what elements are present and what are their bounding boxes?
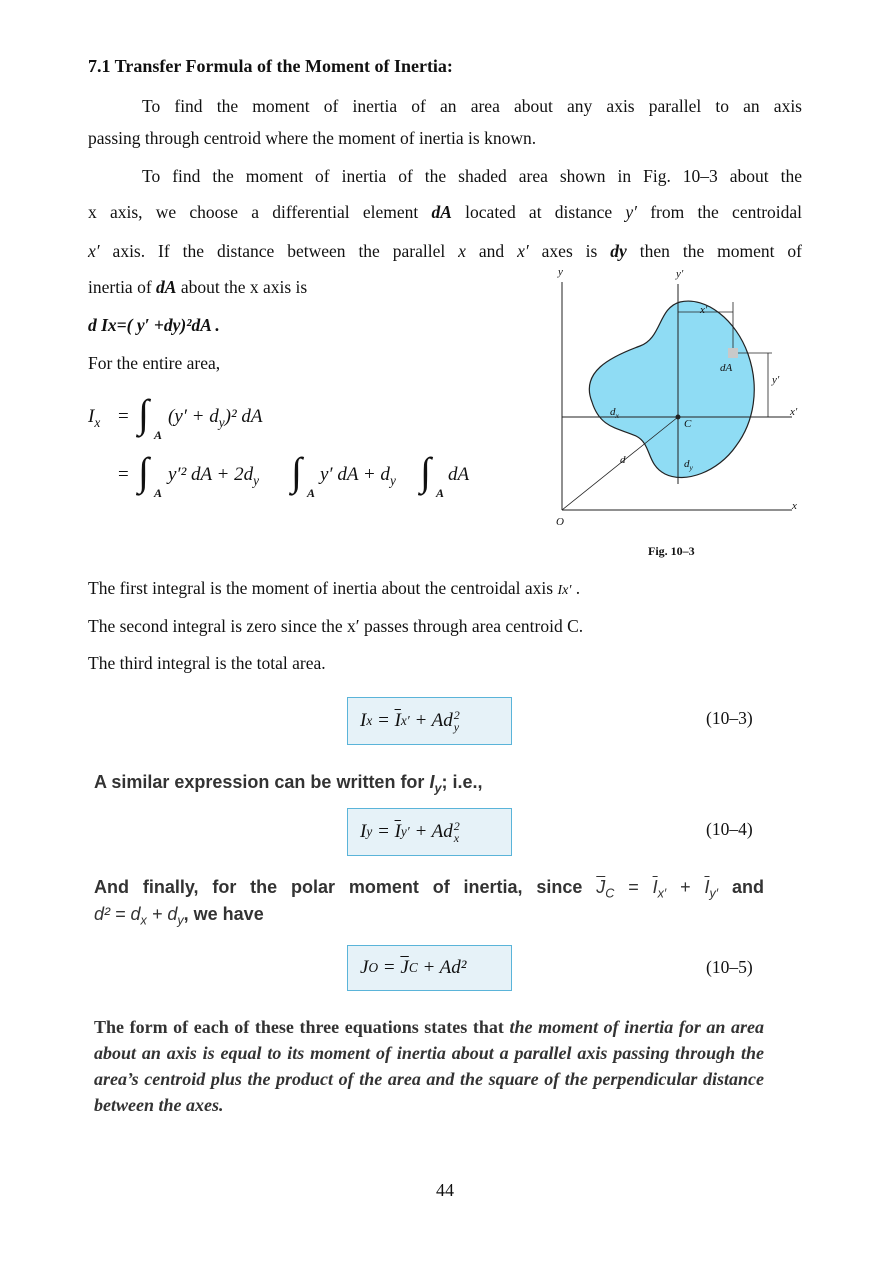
figure-10-3: [540, 262, 810, 532]
shaded-area: [589, 301, 754, 477]
page-number: 44: [436, 1180, 454, 1200]
para2-line-4: inertia of dA about the x axis is: [88, 277, 308, 297]
equation-10-3-number: (10–3): [706, 708, 753, 728]
para2-line-3: x′ axis. If the distance between the parallel x and x′ axes is dy then the moment of: [88, 241, 803, 261]
integral-line-2c: dA: [448, 464, 470, 485]
fig-label-x: x: [792, 500, 797, 512]
equation-10-3-box: I x = $\overline{I}$ x′ + Ad 2 y: [347, 697, 512, 745]
integral-line-1: $(y' + d_y)^2$ dA: [168, 406, 263, 430]
equation-10-4-box: I y = $\overline{I}$ y′ + Ad 2 x: [347, 808, 512, 856]
para2-line-2: x axis, we choose a differential element dA located at distance y′ from the centroidal: [88, 202, 803, 222]
fig-label-dy: $d_y$: [684, 458, 693, 473]
summary-paragraph: The form of each of these three equations states that the moment of inertia for an area about an axis is equal to its moment of inertia about a parallel axis passing through the area’s centroid plus the product of the area and the square of the perpendicular distance between the axes.: [94, 1017, 765, 1115]
centroid-point: [676, 415, 681, 420]
dIx-expression: d Ix=( y′ +dy)²dA .: [88, 315, 220, 335]
figure-svg: [540, 262, 810, 532]
intro-line-2: passing through centroid where the moment of inertia is known.: [88, 128, 537, 148]
integral-sign: ∫: [420, 449, 431, 494]
integral-line-2a: y′² dA + $2d_y$: [168, 464, 260, 488]
first-integral-text: The first integral is the moment of inertia about the centroidal axis Ix′ .: [88, 578, 581, 598]
integral-limit: A: [307, 486, 316, 500]
fig-label-C: C: [684, 418, 692, 430]
fig-label-x-prime-right: x′: [790, 406, 798, 418]
second-integral-text: The second integral is zero since the x′ passes through area centroid C.: [88, 616, 584, 636]
integral-eq-2: =: [118, 464, 129, 485]
intro-line-1: To find the moment of inertia of an area about any axis parallel to an axis: [142, 96, 802, 116]
dA-element: [728, 348, 738, 358]
polar-line-2: $d^2 = d_x + d_y$, we have: [94, 904, 264, 928]
similar-expression-text: A similar expression can be written for $I_y$; i.e.,: [94, 772, 483, 796]
entire-area-text: For the entire area,: [88, 353, 221, 373]
fig-label-dA: dA: [720, 362, 733, 374]
para2-line-1: To find the moment of inertia of the shaded area shown in Fig. 10–3 about the: [142, 166, 802, 186]
integral-sign: ∫: [138, 391, 149, 436]
integral-sign: ∫: [291, 449, 302, 494]
polar-line-1: And finally, for the polar moment of inertia, since $\overline{J}_C = \overline{I}_{x'} + \overline{I}_{y'}$ and: [94, 877, 765, 901]
section-heading: 7.1 Transfer Formula of the Moment of Inertia:: [88, 56, 453, 76]
equation-10-5-box: J O = $\overline{J}$ C + Ad²: [347, 945, 512, 991]
fig-label-x-prime-top: x′: [700, 304, 708, 316]
figure-caption: Fig. 10–3: [648, 544, 695, 558]
fig-label-d: d: [620, 454, 626, 466]
third-integral-text: The third integral is the total area.: [88, 653, 326, 673]
integral-limit: A: [154, 486, 163, 500]
integral-equations: [88, 392, 508, 522]
fig-label-y: y: [558, 266, 563, 278]
equation-10-5-number: (10–5): [706, 957, 753, 977]
fig-label-dx: $d_x$: [610, 406, 619, 421]
fig-label-O: O: [556, 516, 564, 528]
integral-lhs: $I_x$: [88, 406, 101, 430]
integral-limit: A: [154, 428, 163, 442]
integral-eq-1: =: [118, 406, 129, 427]
integral-sign: ∫: [138, 449, 149, 494]
fig-label-y-prime: y′: [676, 268, 684, 280]
integral-line-2b: y′ dA + $d_y$: [320, 464, 396, 488]
fig-label-y-prime-side: y′: [772, 374, 780, 386]
integral-limit: A: [436, 486, 445, 500]
equation-10-4-number: (10–4): [706, 819, 753, 839]
